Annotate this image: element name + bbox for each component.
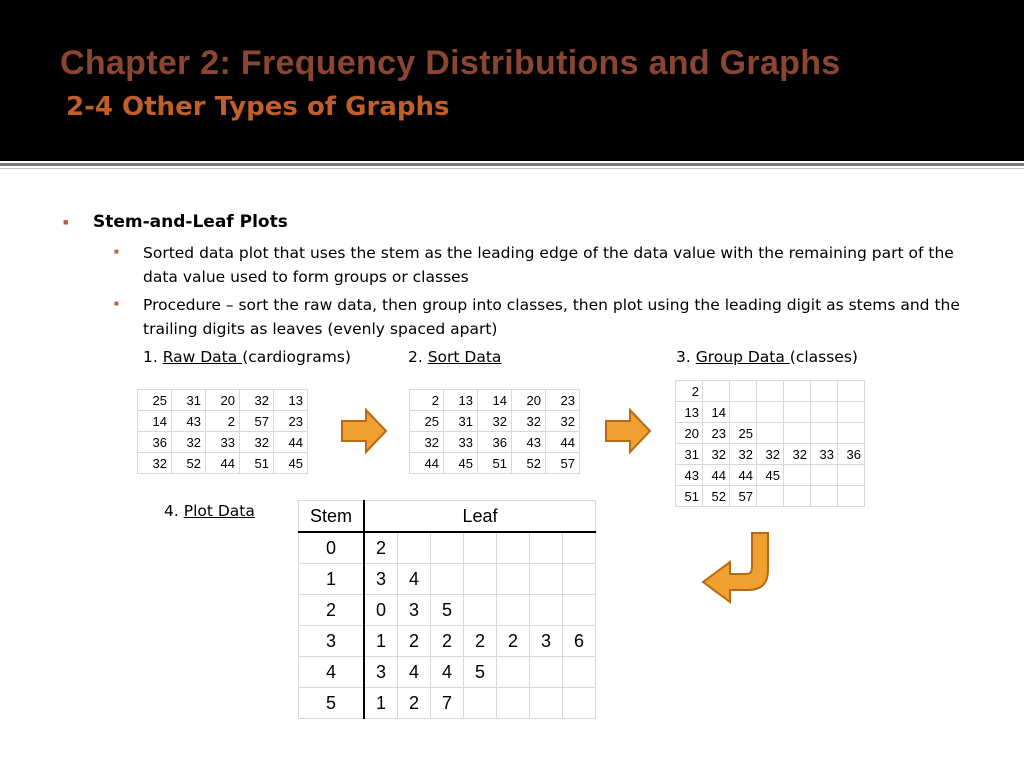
leaf-cell xyxy=(431,532,464,564)
cell xyxy=(811,486,838,507)
right-arrow-icon xyxy=(604,408,652,454)
table-header-row xyxy=(299,501,596,533)
cell: 32 xyxy=(410,432,444,453)
cell xyxy=(784,423,811,444)
table-row xyxy=(138,453,308,474)
cell: 32 xyxy=(478,411,512,432)
cell: 23 xyxy=(703,423,730,444)
leaf-cell xyxy=(464,595,497,626)
step-number: 4. xyxy=(164,502,184,520)
cell: 23 xyxy=(274,411,308,432)
leaf-header: Leaf xyxy=(364,501,596,533)
cell xyxy=(757,423,784,444)
leaf-cell: 3 xyxy=(530,626,563,657)
stem-cell: 2 xyxy=(299,595,365,626)
cell: 23 xyxy=(546,390,580,411)
cell: 31 xyxy=(676,444,703,465)
cell: 32 xyxy=(730,444,757,465)
leaf-cell xyxy=(464,564,497,595)
leaf-cell: 2 xyxy=(398,688,431,719)
leaf-cell: 2 xyxy=(431,626,464,657)
cell: 45 xyxy=(757,465,784,486)
sub-bullet-procedure: Procedure – sort the raw data, then group into classes, then plot using the leading digit as stems and the trailing digits as leaves (evenly spaced apart) xyxy=(143,296,960,338)
leaf-cell xyxy=(530,688,563,719)
cell: 25 xyxy=(730,423,757,444)
cell: 32 xyxy=(757,444,784,465)
leaf-cell: 2 xyxy=(497,626,530,657)
leaf-cell xyxy=(530,532,563,564)
cell: 2 xyxy=(676,381,703,402)
cell xyxy=(838,423,865,444)
cell: 13 xyxy=(676,402,703,423)
stem-cell: 5 xyxy=(299,688,365,719)
cell: 45 xyxy=(444,453,478,474)
leaf-cell xyxy=(563,657,596,688)
leaf-cell: 2 xyxy=(464,626,497,657)
cell: 44 xyxy=(730,465,757,486)
cell: 51 xyxy=(478,453,512,474)
leaf-cell: 2 xyxy=(364,532,398,564)
cell xyxy=(811,465,838,486)
cell: 32 xyxy=(172,432,206,453)
cell: 52 xyxy=(172,453,206,474)
table-row xyxy=(676,465,865,486)
cell xyxy=(838,465,865,486)
leaf-cell xyxy=(431,564,464,595)
cell: 52 xyxy=(703,486,730,507)
leaf-cell: 6 xyxy=(563,626,596,657)
cell xyxy=(784,486,811,507)
leaf-cell: 3 xyxy=(364,657,398,688)
cell: 14 xyxy=(138,411,172,432)
cell: 32 xyxy=(512,411,546,432)
cell: 44 xyxy=(274,432,308,453)
sub-bullet-marker: ■ xyxy=(114,247,119,256)
table-row xyxy=(676,423,865,444)
leaf-cell: 1 xyxy=(364,688,398,719)
cell xyxy=(811,402,838,423)
step-2-label xyxy=(408,348,501,366)
table-row xyxy=(299,564,596,595)
leaf-cell xyxy=(497,657,530,688)
cell: 44 xyxy=(410,453,444,474)
cell: 32 xyxy=(138,453,172,474)
leaf-cell xyxy=(398,532,431,564)
step-number: 3. xyxy=(676,348,696,366)
cell: 31 xyxy=(172,390,206,411)
return-arrow-icon xyxy=(700,530,774,604)
cell xyxy=(784,402,811,423)
cell: 43 xyxy=(172,411,206,432)
table-row xyxy=(138,411,308,432)
step-4-label xyxy=(164,502,255,520)
bullet-stem-and-leaf: Stem-and-Leaf Plots xyxy=(93,212,288,232)
leaf-cell xyxy=(563,595,596,626)
raw-data-table xyxy=(137,389,308,474)
cell: 44 xyxy=(703,465,730,486)
leaf-cell xyxy=(563,532,596,564)
sub-bullet-definition: Sorted data plot that uses the stem as the leading edge of the data value with the remaining part of the data value used to form groups or classes xyxy=(143,244,954,286)
cell: 44 xyxy=(546,432,580,453)
table-row xyxy=(676,381,865,402)
cell xyxy=(838,381,865,402)
table-row xyxy=(138,432,308,453)
leaf-cell xyxy=(497,595,530,626)
step-note: (cardiograms) xyxy=(242,348,351,366)
leaf-cell xyxy=(464,688,497,719)
step-3-label xyxy=(676,348,858,366)
cell: 36 xyxy=(478,432,512,453)
raw-data-link[interactable]: Raw Data xyxy=(162,348,243,366)
stem-leaf-plot-table xyxy=(298,500,596,719)
leaf-cell xyxy=(530,595,563,626)
plot-data-link[interactable]: Plot Data xyxy=(183,502,255,520)
cell: 44 xyxy=(206,453,240,474)
cell: 25 xyxy=(410,411,444,432)
leaf-cell: 0 xyxy=(364,595,398,626)
table-row xyxy=(410,453,580,474)
leaf-cell xyxy=(497,564,530,595)
sorted-data-table xyxy=(409,389,580,474)
sort-data-link[interactable]: Sort Data xyxy=(427,348,502,366)
leaf-cell: 4 xyxy=(398,564,431,595)
cell xyxy=(784,465,811,486)
cell: 32 xyxy=(784,444,811,465)
cell: 57 xyxy=(730,486,757,507)
cell: 51 xyxy=(240,453,274,474)
cell xyxy=(784,381,811,402)
cell: 14 xyxy=(703,402,730,423)
stem-cell: 3 xyxy=(299,626,365,657)
leaf-cell: 2 xyxy=(398,626,431,657)
cell: 33 xyxy=(811,444,838,465)
leaf-cell: 4 xyxy=(398,657,431,688)
leaf-cell: 3 xyxy=(364,564,398,595)
cell: 36 xyxy=(138,432,172,453)
cell xyxy=(838,486,865,507)
cell: 14 xyxy=(478,390,512,411)
step-number: 1. xyxy=(143,348,163,366)
cell xyxy=(703,381,730,402)
cell xyxy=(757,486,784,507)
step-number: 2. xyxy=(408,348,428,366)
header-divider xyxy=(0,163,1024,166)
cell: 13 xyxy=(274,390,308,411)
slide-subtitle: 2-4 Other Types of Graphs xyxy=(66,92,450,122)
leaf-cell xyxy=(497,532,530,564)
leaf-cell: 3 xyxy=(398,595,431,626)
leaf-cell xyxy=(497,688,530,719)
table-row xyxy=(676,402,865,423)
table-row xyxy=(299,688,596,719)
cell: 13 xyxy=(444,390,478,411)
bullet-marker: ■ xyxy=(63,217,69,227)
slide-title: Chapter 2: Frequency Distributions and Graphs xyxy=(60,44,841,82)
table-row xyxy=(676,444,865,465)
table-row xyxy=(299,532,596,564)
cell: 20 xyxy=(676,423,703,444)
cell: 20 xyxy=(512,390,546,411)
cell: 32 xyxy=(546,411,580,432)
cell xyxy=(811,381,838,402)
cell: 33 xyxy=(444,432,478,453)
table-row xyxy=(410,411,580,432)
cell: 43 xyxy=(676,465,703,486)
cell: 20 xyxy=(206,390,240,411)
cell: 52 xyxy=(512,453,546,474)
stem-cell: 4 xyxy=(299,657,365,688)
cell xyxy=(730,381,757,402)
cell: 32 xyxy=(703,444,730,465)
cell: 25 xyxy=(138,390,172,411)
cell xyxy=(838,402,865,423)
leaf-cell: 5 xyxy=(431,595,464,626)
step-note: (classes) xyxy=(789,348,858,366)
leaf-cell xyxy=(563,564,596,595)
table-row xyxy=(138,390,308,411)
cell: 45 xyxy=(274,453,308,474)
cell xyxy=(730,402,757,423)
cell xyxy=(757,402,784,423)
leaf-cell: 4 xyxy=(431,657,464,688)
step-1-label xyxy=(143,348,351,366)
table-row xyxy=(410,390,580,411)
right-arrow-icon xyxy=(340,408,388,454)
cell: 32 xyxy=(240,390,274,411)
stem-cell: 0 xyxy=(299,532,365,564)
header-divider-thin xyxy=(0,168,1024,169)
cell: 57 xyxy=(240,411,274,432)
cell xyxy=(757,381,784,402)
table-row xyxy=(299,626,596,657)
table-row xyxy=(676,486,865,507)
cell: 2 xyxy=(206,411,240,432)
table-row xyxy=(299,657,596,688)
grouped-data-table xyxy=(675,380,865,507)
cell: 32 xyxy=(240,432,274,453)
leaf-cell: 7 xyxy=(431,688,464,719)
leaf-cell xyxy=(530,657,563,688)
slide-header xyxy=(0,0,1024,161)
cell: 2 xyxy=(410,390,444,411)
table-row xyxy=(410,432,580,453)
leaf-cell: 1 xyxy=(364,626,398,657)
table-row xyxy=(299,595,596,626)
sub-bullet-marker: ■ xyxy=(114,299,119,308)
stem-cell: 1 xyxy=(299,564,365,595)
cell: 31 xyxy=(444,411,478,432)
cell: 43 xyxy=(512,432,546,453)
leaf-cell: 5 xyxy=(464,657,497,688)
cell: 57 xyxy=(546,453,580,474)
group-data-link[interactable]: Group Data xyxy=(695,348,790,366)
cell: 33 xyxy=(206,432,240,453)
cell: 36 xyxy=(838,444,865,465)
leaf-cell xyxy=(464,532,497,564)
stem-header: Stem xyxy=(299,501,365,533)
leaf-cell xyxy=(563,688,596,719)
cell: 51 xyxy=(676,486,703,507)
cell xyxy=(811,423,838,444)
leaf-cell xyxy=(530,564,563,595)
